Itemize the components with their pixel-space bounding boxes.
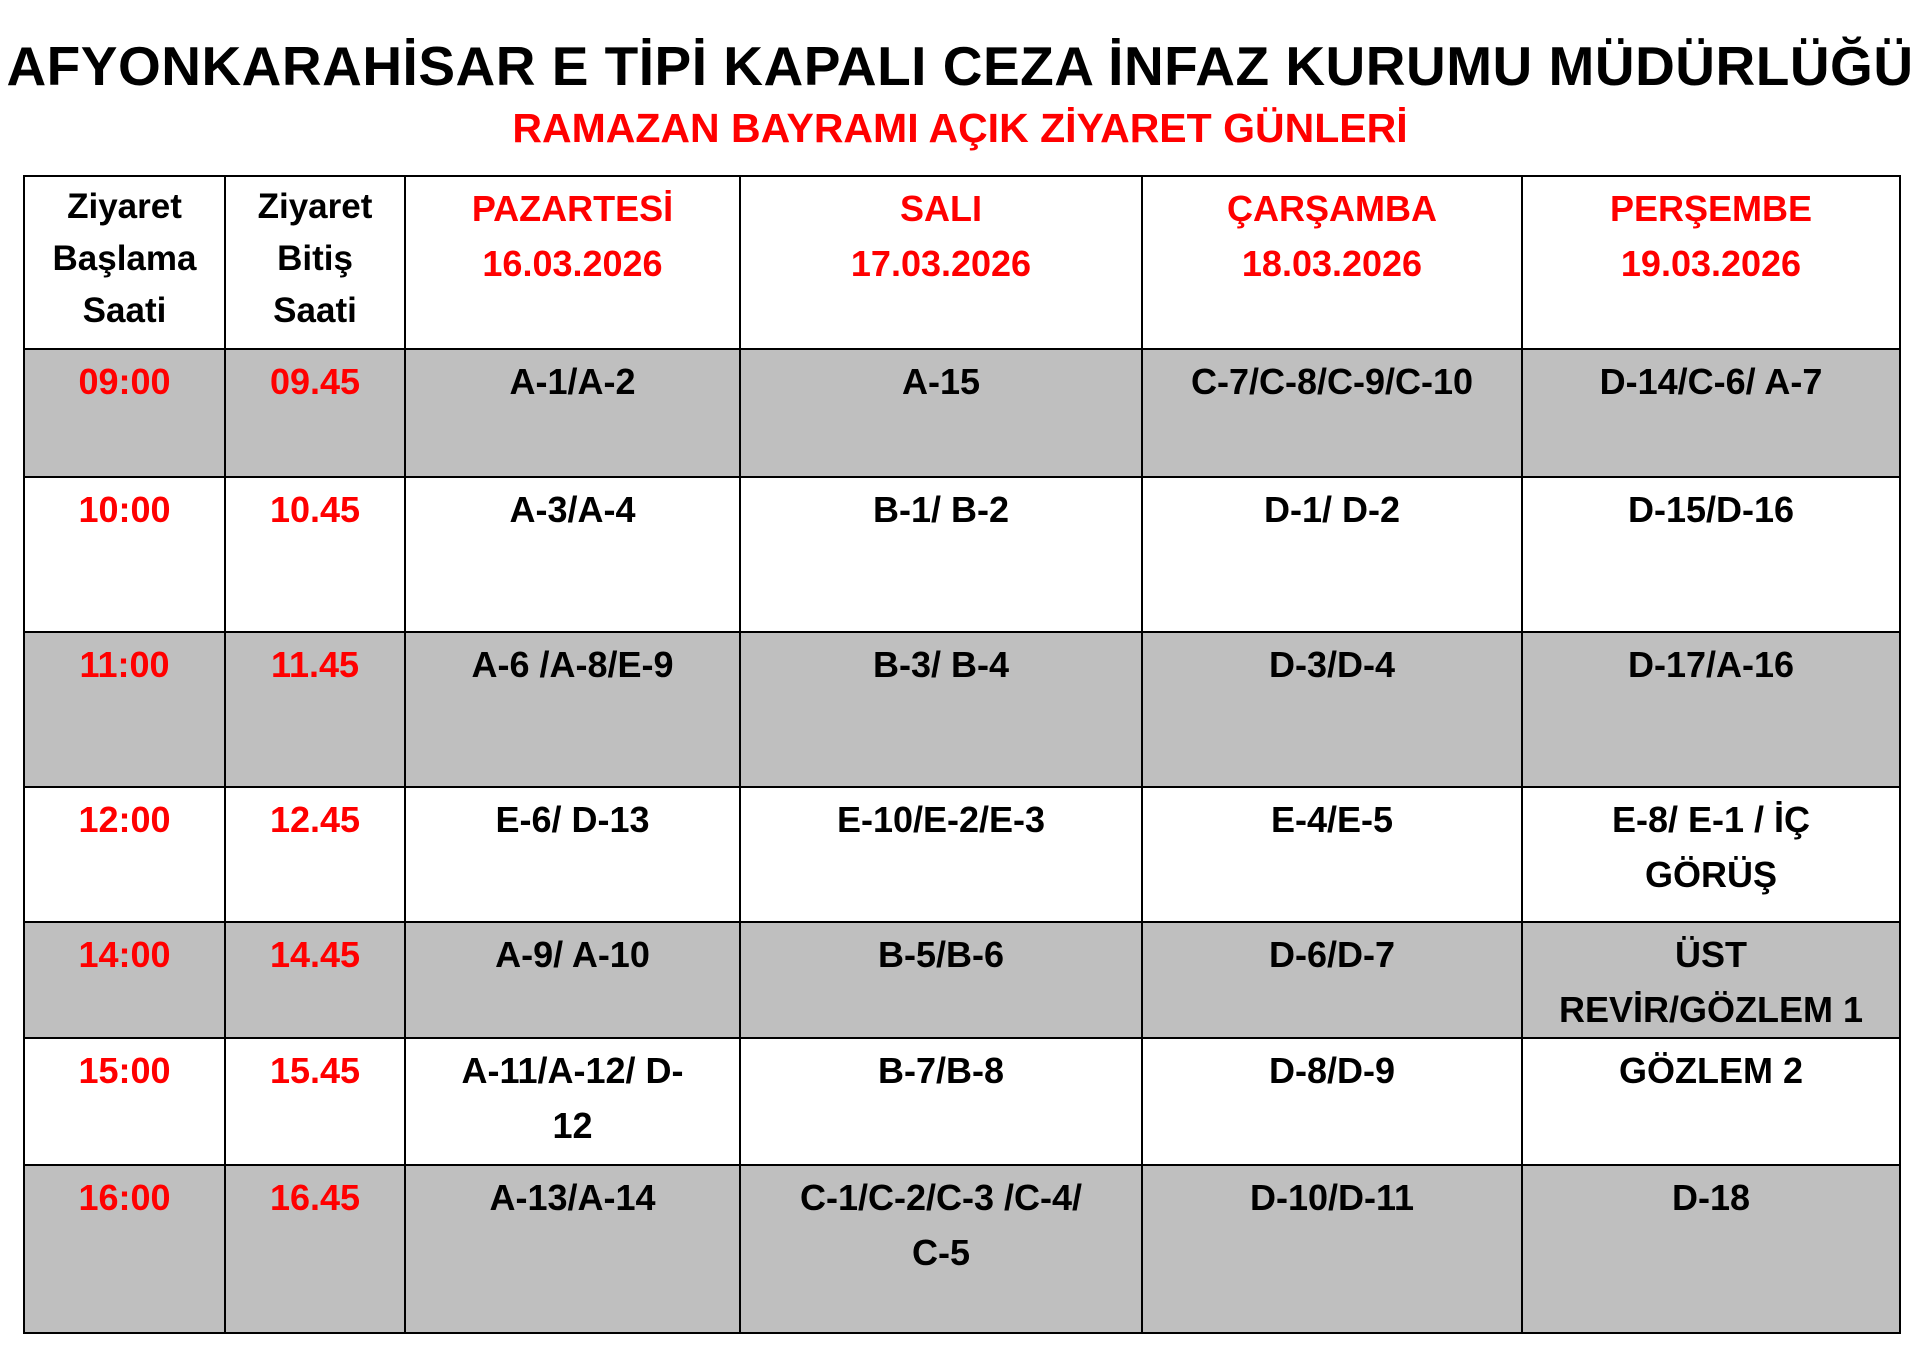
thursday-cell: D-18 <box>1522 1165 1900 1333</box>
monday-cell: A-11/A-12/ D- 12 <box>405 1038 740 1165</box>
monday-cell: A-1/A-2 <box>405 349 740 477</box>
start-time-cell: 14:00 <box>24 922 225 1038</box>
table-header-row <box>24 176 1900 349</box>
wednesday-cell: D-10/D-11 <box>1142 1165 1522 1333</box>
start-time-cell: 16:00 <box>24 1165 225 1333</box>
start-time-cell: 10:00 <box>24 477 225 632</box>
table-row <box>24 922 1900 1038</box>
column-header-tuesday <box>740 176 1142 349</box>
table-row <box>24 477 1900 632</box>
monday-cell: A-6 /A-8/E-9 <box>405 632 740 787</box>
column-header-day: ÇARŞAMBA <box>1227 188 1437 229</box>
end-time-cell: 14.45 <box>225 922 405 1038</box>
start-time-cell: 11:00 <box>24 632 225 787</box>
tuesday-cell: C-1/C-2/C-3 /C-4/ C-5 <box>740 1165 1142 1333</box>
start-time-cell: 09:00 <box>24 349 225 477</box>
column-header-date: 18.03.2026 <box>1241 243 1423 284</box>
thursday-cell: D-14/C-6/ A-7 <box>1522 349 1900 477</box>
wednesday-cell: D-6/D-7 <box>1142 922 1522 1038</box>
table-row <box>24 1038 1900 1165</box>
start-time-cell: 12:00 <box>24 787 225 922</box>
wednesday-cell: E-4/E-5 <box>1142 787 1522 922</box>
wednesday-cell: D-1/ D-2 <box>1142 477 1522 632</box>
tuesday-cell: E-10/E-2/E-3 <box>740 787 1142 922</box>
wednesday-cell: D-8/D-9 <box>1142 1038 1522 1165</box>
column-header-thursday <box>1522 176 1900 349</box>
table-row <box>24 349 1900 477</box>
table-row <box>24 787 1900 922</box>
column-header-date: 19.03.2026 <box>1620 243 1802 284</box>
thursday-cell: D-15/D-16 <box>1522 477 1900 632</box>
thursday-cell: ÜST REVİR/GÖZLEM 1 <box>1522 922 1900 1038</box>
column-header-date: 16.03.2026 <box>482 243 663 284</box>
column-header-day: PAZARTESİ <box>471 188 674 229</box>
column-header-end-time: Ziyaret Bitiş Saati <box>225 176 405 349</box>
column-header-monday <box>405 176 740 349</box>
end-time-cell: 12.45 <box>225 787 405 922</box>
document-title: AFYONKARAHİSAR E TİPİ KAPALI CEZA İNFAZ KURUMU MÜDÜRLÜĞÜ <box>6 35 1914 97</box>
column-header-day: SALI <box>899 188 982 229</box>
column-header-date: 17.03.2026 <box>850 243 1032 284</box>
monday-cell: A-13/A-14 <box>405 1165 740 1333</box>
tuesday-cell: B-5/B-6 <box>740 922 1142 1038</box>
end-time-cell: 11.45 <box>225 632 405 787</box>
tuesday-cell: A-15 <box>740 349 1142 477</box>
monday-cell: A-9/ A-10 <box>405 922 740 1038</box>
monday-cell: A-3/A-4 <box>405 477 740 632</box>
thursday-cell: E-8/ E-1 / İÇ GÖRÜŞ <box>1522 787 1900 922</box>
monday-cell: E-6/ D-13 <box>405 787 740 922</box>
wednesday-cell: C-7/C-8/C-9/C-10 <box>1142 349 1522 477</box>
column-header-day: PERŞEMBE <box>1609 188 1813 229</box>
tuesday-cell: B-1/ B-2 <box>740 477 1142 632</box>
start-time-cell: 15:00 <box>24 1038 225 1165</box>
column-header-start-time: Ziyaret Başlama Saati <box>24 176 225 349</box>
thursday-cell: GÖZLEM 2 <box>1522 1038 1900 1165</box>
thursday-cell: D-17/A-16 <box>1522 632 1900 787</box>
end-time-cell: 16.45 <box>225 1165 405 1333</box>
table-row <box>24 632 1900 787</box>
tuesday-cell: B-7/B-8 <box>740 1038 1142 1165</box>
wednesday-cell: D-3/D-4 <box>1142 632 1522 787</box>
end-time-cell: 10.45 <box>225 477 405 632</box>
table-row <box>24 1165 1900 1333</box>
tuesday-cell: B-3/ B-4 <box>740 632 1142 787</box>
column-header-wednesday <box>1142 176 1522 349</box>
visit-schedule-table <box>23 175 1901 1334</box>
end-time-cell: 15.45 <box>225 1038 405 1165</box>
document-subtitle: RAMAZAN BAYRAMI AÇIK ZİYARET GÜNLERİ <box>512 105 1408 151</box>
end-time-cell: 09.45 <box>225 349 405 477</box>
